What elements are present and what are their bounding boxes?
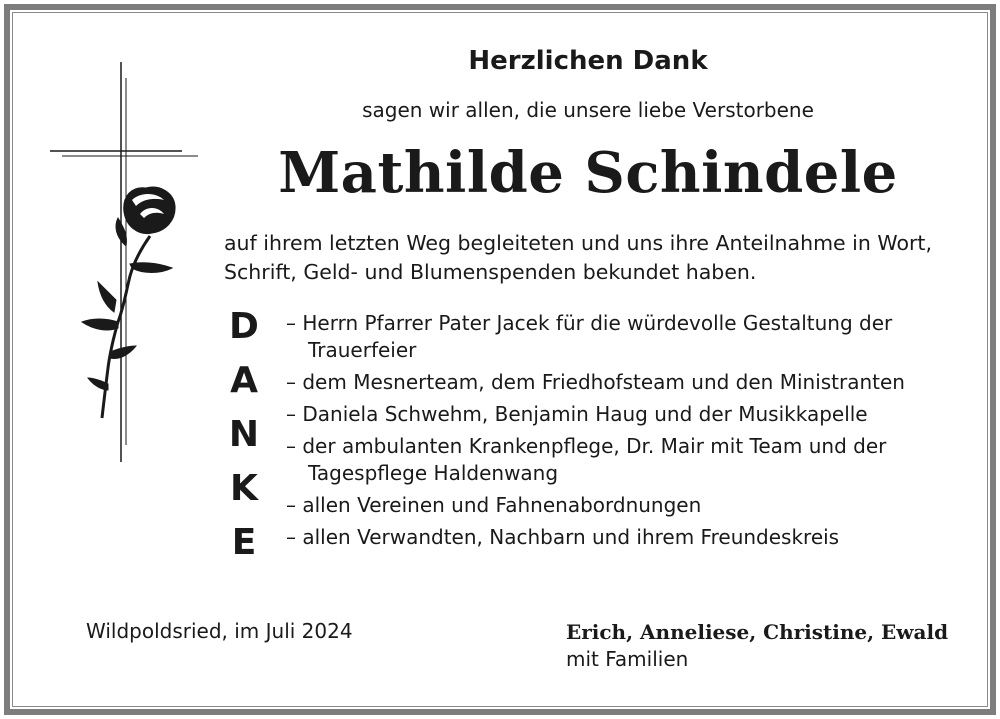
- thanks-item: – Daniela Schwehm, Benjamin Haug und der Musikkapelle: [286, 402, 868, 426]
- danke-letter: E: [231, 522, 257, 563]
- danke-letter: K: [230, 468, 258, 509]
- notice-heading: Herzlichen Dank: [468, 46, 708, 76]
- place-date: Wildpoldsried, im Juli 2024: [86, 619, 353, 643]
- danke-letter: A: [230, 360, 258, 401]
- cross-icon: [50, 62, 198, 462]
- deceased-name: Mathilde Schindele: [278, 140, 898, 206]
- thanks-item: – dem Mesnerteam, dem Friedhofsteam und den Ministranten: [286, 370, 905, 394]
- body-line-1: auf ihrem letzten Weg begleiteten und uns ihre Anteilnahme in Wort,: [224, 231, 932, 255]
- signature-block: [566, 619, 948, 673]
- signers-sub: mit Familien: [566, 647, 689, 671]
- thanks-list: [286, 310, 986, 556]
- thanks-item: – allen Vereinen und Fahnenabordnungen: [286, 493, 702, 517]
- thanks-item: – der ambulanten Krankenpflege, Dr. Mair mit Team und der Tagespflege Haldenwang: [286, 434, 887, 485]
- thanks-item: – allen Verwandten, Nachbarn und ihrem Freundeskreis: [286, 525, 840, 549]
- danke-letter: N: [228, 414, 260, 455]
- rose-icon: [82, 187, 175, 418]
- danke-letter: D: [229, 306, 259, 347]
- body-line-2: Schrift, Geld- und Blumenspenden bekundet haben.: [224, 260, 757, 284]
- signers: Erich, Anneliese, Christine, Ewald: [566, 620, 949, 644]
- notice-body: [224, 229, 932, 287]
- thanks-item: – Herrn Pfarrer Pater Jacek für die würdevolle Gestaltung der Trauerfeier: [286, 311, 893, 362]
- notice-intro: sagen wir allen, die unsere liebe Verstorbene: [362, 98, 814, 122]
- danke-column: [226, 305, 262, 575]
